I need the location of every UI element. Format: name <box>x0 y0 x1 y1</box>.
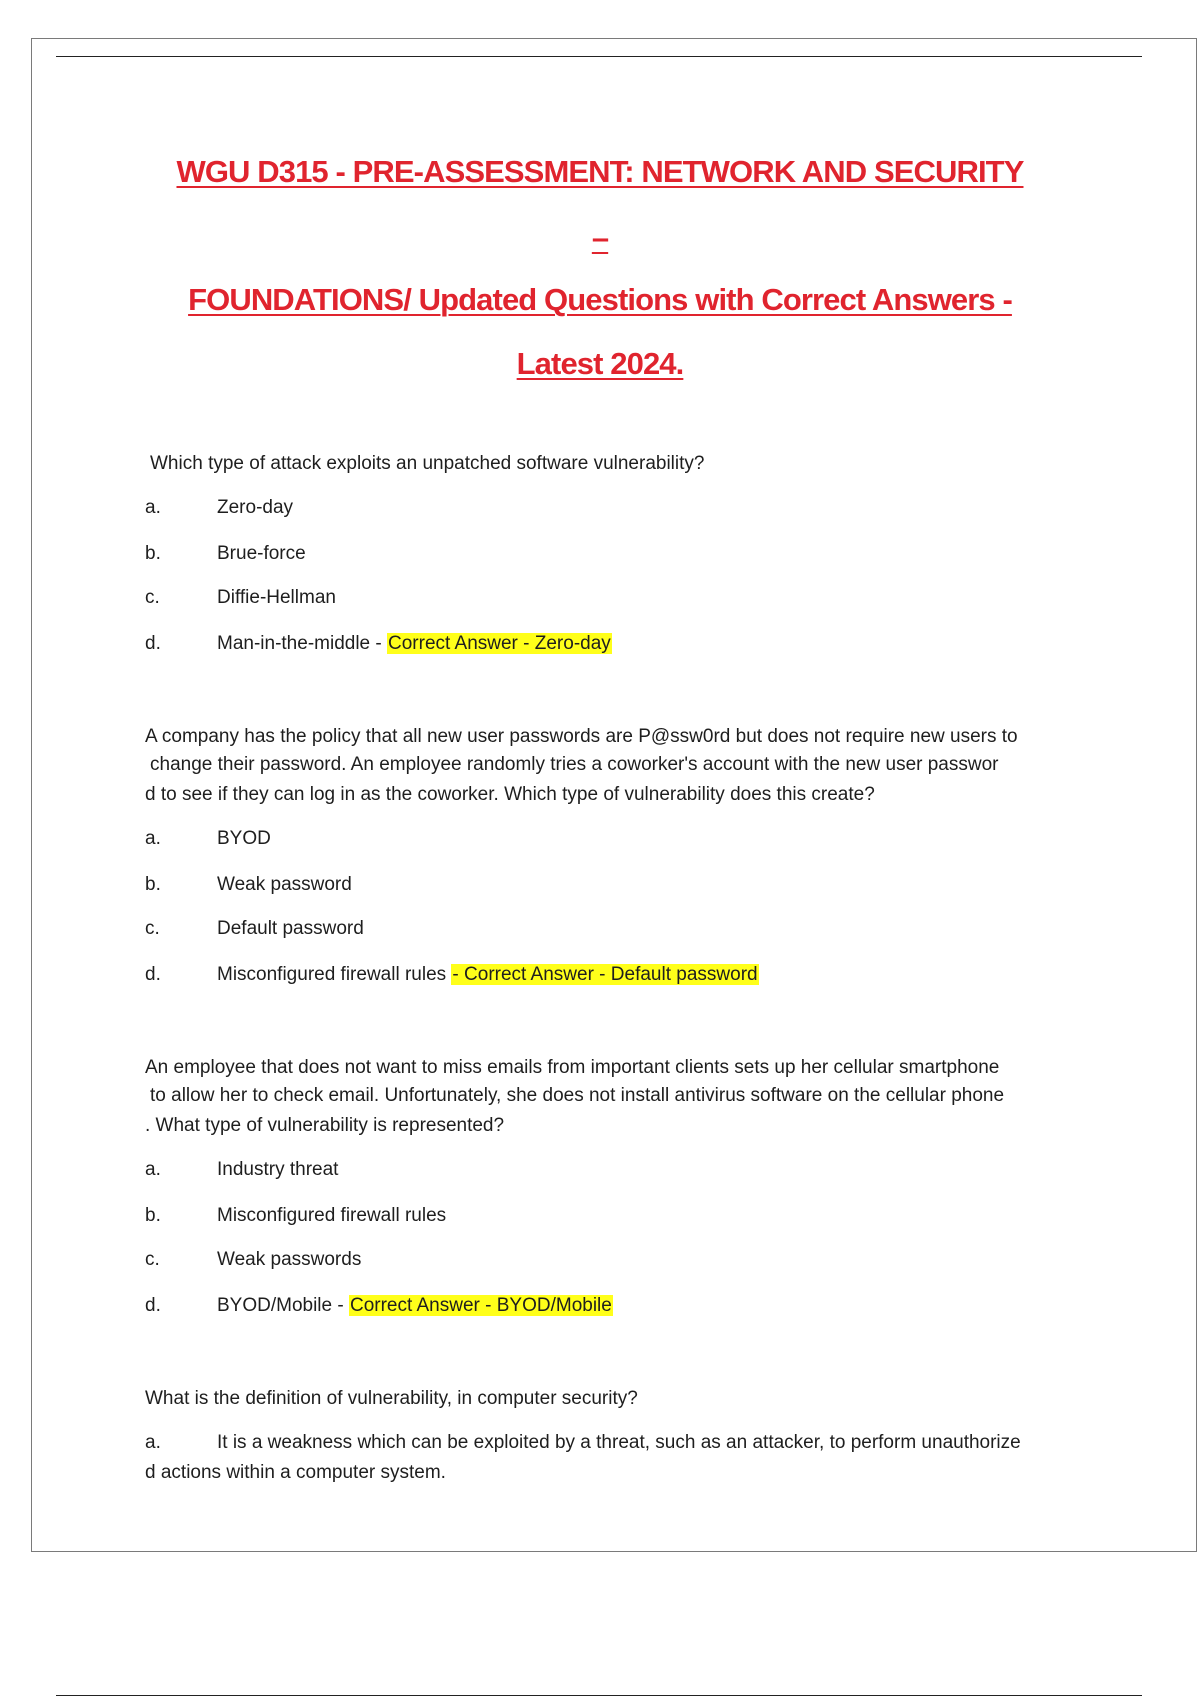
correct-answer-highlight: Correct Answer - Zero-day <box>388 633 611 654</box>
document-title-line-3: FOUNDATIONS/ Updated Questions with Correct Answers - <box>188 282 1012 317</box>
correct-answer-highlight: Correct Answer - BYOD/Mobile <box>349 1295 612 1316</box>
document-title-line-4: Latest 2024. <box>516 346 684 381</box>
question-1-stem: Which type of attack exploits an unpatched software vulnerability? <box>150 453 705 474</box>
footer-rule <box>56 1695 1142 1696</box>
question-3-stem-line-3: . What type of vulnerability is represented? <box>145 1115 505 1136</box>
document-title-line-2: – <box>591 220 609 255</box>
correct-answer-highlight: - Correct Answer - Default password <box>452 964 758 985</box>
document-title-line-1: WGU D315 - PRE-ASSESSMENT: NETWORK AND SECURITY <box>176 154 1024 189</box>
question-4-stem: What is the definition of vulnerability, in computer security? <box>145 1388 638 1409</box>
question-2-stem-line-1: A company has the policy that all new user passwords are P@ssw0rd but does not require new users to <box>145 726 1018 747</box>
question-3-stem-line-1: An employee that does not want to miss emails from important clients sets up her cellular smartphone <box>145 1057 1000 1078</box>
question-2-stem-line-2: change their password. An employee randomly tries a coworker's account with the new user passwor <box>150 754 999 775</box>
question-2-stem-line-3: d to see if they can log in as the coworker. Which type of vulnerability does this create? <box>145 784 875 805</box>
question-3-stem-line-2: to allow her to check email. Unfortunately, she does not install antivirus software on the cellular phone <box>150 1085 1005 1106</box>
question-4-option-a-continuation: d actions within a computer system. <box>145 1462 446 1483</box>
